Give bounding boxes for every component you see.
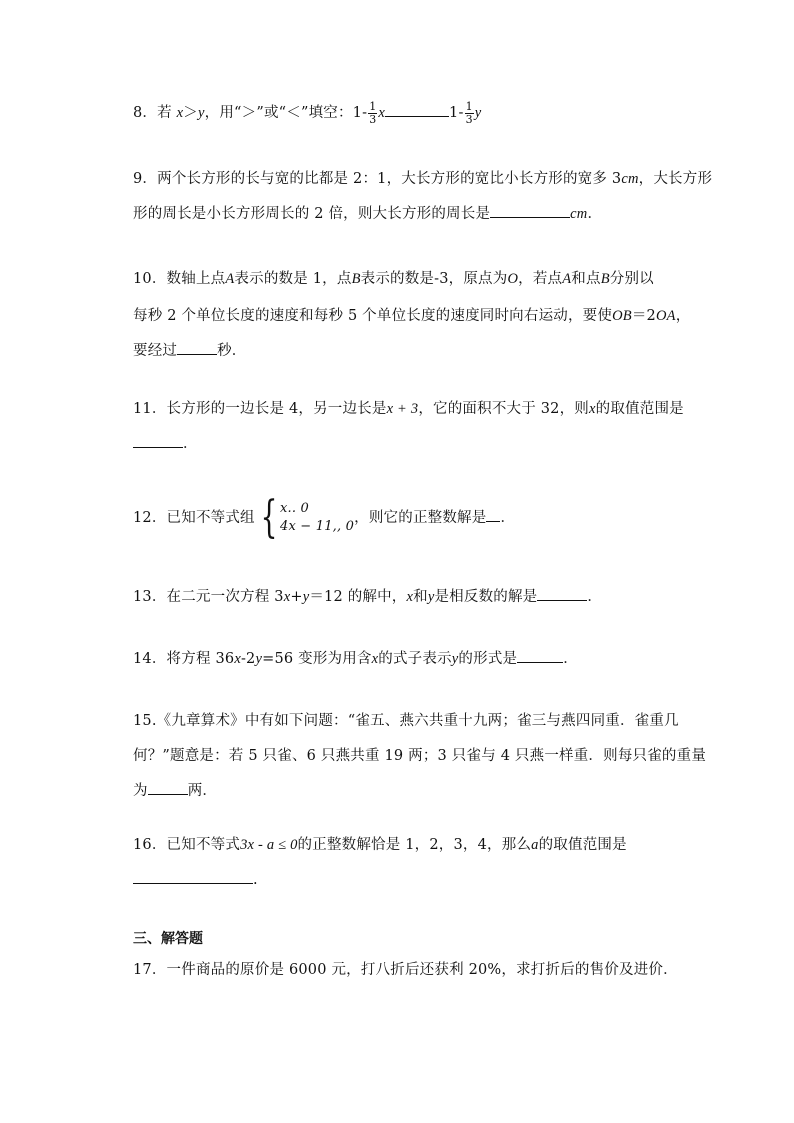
q16-end: . (253, 872, 258, 888)
q9-unit: cm (621, 171, 639, 187)
q12-brace: { (260, 492, 278, 543)
q12-inequality-system (255, 492, 355, 543)
q8-frac-den: 3 (369, 112, 377, 126)
q10-oa: OA (655, 308, 676, 324)
q13-plus: + (290, 589, 303, 605)
q13-var-y: y (302, 589, 310, 605)
q10-line1 (133, 262, 663, 297)
q8-var-x: x (176, 105, 184, 121)
q12-t1: 12．已知不等式组 (133, 510, 255, 526)
q13-var-x2: x (406, 589, 414, 605)
question-17 (133, 953, 678, 988)
q10-t8: ， (675, 308, 691, 324)
question-12 (133, 492, 663, 543)
q11-line1 (133, 392, 684, 427)
q10-point-b2: B (600, 271, 610, 287)
q10-line2 (133, 299, 691, 334)
question-14 (133, 642, 663, 677)
q14-t3: =56 变形为用含 (262, 651, 372, 667)
question-16 (133, 828, 663, 898)
q10-t2: 表示的数是 1，点 (234, 271, 352, 287)
q17-text: 17．一件商品的原价是 6000 元，打八折后还获利 20%，求打折后的售价及进价． (133, 962, 678, 978)
q9-line2 (133, 197, 663, 232)
q10-point-b: B (351, 271, 361, 287)
q10-t1: 10．数轴上点 (133, 271, 226, 287)
q15-answer-blank[interactable] (148, 780, 188, 795)
q13-answer-blank[interactable] (537, 586, 587, 601)
q13-t2: ＝12 的解中， (309, 589, 407, 605)
q11-answer-blank[interactable] (133, 433, 183, 448)
question-13 (133, 580, 663, 615)
q13-t1: 13．在二元一次方程 3 (133, 589, 284, 605)
question-11 (133, 392, 684, 462)
q15-line1: 15.《九章算术》中有如下问题：“雀五、燕六共重十九两；雀三与燕四同重．雀重几 (133, 713, 679, 729)
q10-t4: ，若点 (518, 271, 563, 287)
q11-t1: 11．长方形的一边长是 4，另一边长是 (133, 401, 387, 417)
q8-fraction-right (465, 101, 474, 126)
q8-text: ，用“＞”或“＜”填空：1- (204, 105, 368, 121)
q13-t4: 是相反数的解是 (434, 589, 538, 605)
q12-t2: ，则它的正整数解是 (354, 510, 487, 526)
q10-t5: 和点 (571, 271, 601, 287)
q11-t3: 的取值范围是 (595, 401, 684, 417)
q8-text2: 1- (449, 105, 464, 121)
q8-frac-num: 1 (369, 99, 377, 113)
q12-line2: 4x − 11,, 0 (279, 519, 355, 534)
q14-t2: -2 (240, 651, 256, 667)
question-8 (133, 96, 663, 131)
q10-t3: 表示的数是-3，原点为 (360, 271, 508, 287)
q16-line1 (133, 828, 663, 863)
q13-var-x: x (283, 589, 291, 605)
q8-answer-blank[interactable] (385, 102, 449, 117)
q15-t2: 两． (187, 783, 218, 799)
q16-t3: 的取值范围是 (538, 837, 627, 853)
q8-var-x2: x (378, 105, 386, 121)
q9-answer-blank[interactable] (490, 203, 570, 218)
q16-t2: 的正整数解恰是 1，2，3，4，那么 (297, 837, 532, 853)
q10-ob: OB (612, 308, 632, 324)
q14-var-x2: x (371, 651, 379, 667)
q12-end: ． (500, 510, 516, 526)
q16-answer-blank[interactable] (133, 869, 253, 884)
q9-line1 (133, 162, 713, 197)
question-10 (133, 262, 691, 369)
q8-frac-den2: 3 (465, 112, 473, 126)
q10-point-a2: A (562, 271, 572, 287)
q12-line1: x.. 0 (279, 501, 309, 516)
q9-line2-text: 形的周长是小长方形周长的 2 倍，则大长方形的周长是 (133, 206, 491, 222)
q13-t3: 和 (413, 589, 428, 605)
question-9 (133, 162, 713, 232)
q10-answer-blank[interactable] (177, 340, 217, 355)
q8-frac-num2: 1 (465, 99, 473, 113)
q10-t9: 要经过 (133, 343, 178, 359)
q9-line1-text: 9．两个长方形的长与宽的比都是 2：1，大长方形的宽比小长方形的宽多 3 (133, 171, 622, 187)
q16-line2 (133, 863, 663, 898)
question-15 (133, 704, 707, 809)
q14-t4: 的式子表示 (378, 651, 452, 667)
q14-answer-blank[interactable] (517, 648, 563, 663)
q10-point-a: A (225, 271, 235, 287)
q11-var-x: x (589, 401, 596, 417)
q10-eq: ＝2 (631, 308, 656, 324)
q8-var-y2: y (474, 105, 482, 121)
q11-t2: ，它的面积不大于 32，则 (418, 401, 589, 417)
q16-var-a: a (531, 837, 539, 853)
q8-number: 8．若 (133, 105, 172, 121)
q14-var-y2: y (451, 651, 459, 667)
q16-expr: 3x - a ≤ 0 (240, 837, 298, 853)
q11-expr: x + 3 (386, 401, 419, 417)
q10-origin: O (507, 271, 519, 287)
q10-line3 (133, 334, 663, 369)
q14-end: ． (563, 651, 578, 667)
q15-line2: 何？”题意是：若 5 只雀、6 只燕共重 19 两；3 只雀与 4 只燕一样重．则每只雀的重量 (133, 748, 707, 764)
q13-var-y2: y (427, 589, 435, 605)
q14-var-x: x (234, 651, 241, 667)
q10-t7: 每秒 2 个单位长度的速度和每秒 5 个单位长度的速度同时向右运动，要使 (133, 308, 613, 324)
q11-end: ． (183, 436, 198, 452)
q10-t10: 秒． (217, 343, 247, 359)
q14-t5: 的形式是 (458, 651, 518, 667)
q8-fraction-left (368, 101, 377, 126)
q11-line2 (133, 427, 663, 462)
q13-end: ． (587, 589, 603, 605)
q8-var-y: y (197, 105, 205, 121)
q9-line1-end: ，大长方形 (638, 171, 713, 187)
q12-answer-blank[interactable] (486, 507, 500, 522)
q16-t1: 16．已知不等式 (133, 837, 241, 853)
q8-gt-sign: ＞ (183, 105, 198, 121)
q10-t6: 分别以 (609, 271, 654, 287)
section-heading: 三、解答题 (133, 931, 203, 947)
q14-t1: 14．将方程 36 (133, 651, 235, 667)
q14-var-y: y (255, 651, 263, 667)
q15-t1: 为 (133, 783, 148, 799)
q15-line3 (133, 774, 663, 809)
q9-line2-end: ． (587, 206, 603, 222)
q9-unit2: cm (570, 206, 588, 222)
